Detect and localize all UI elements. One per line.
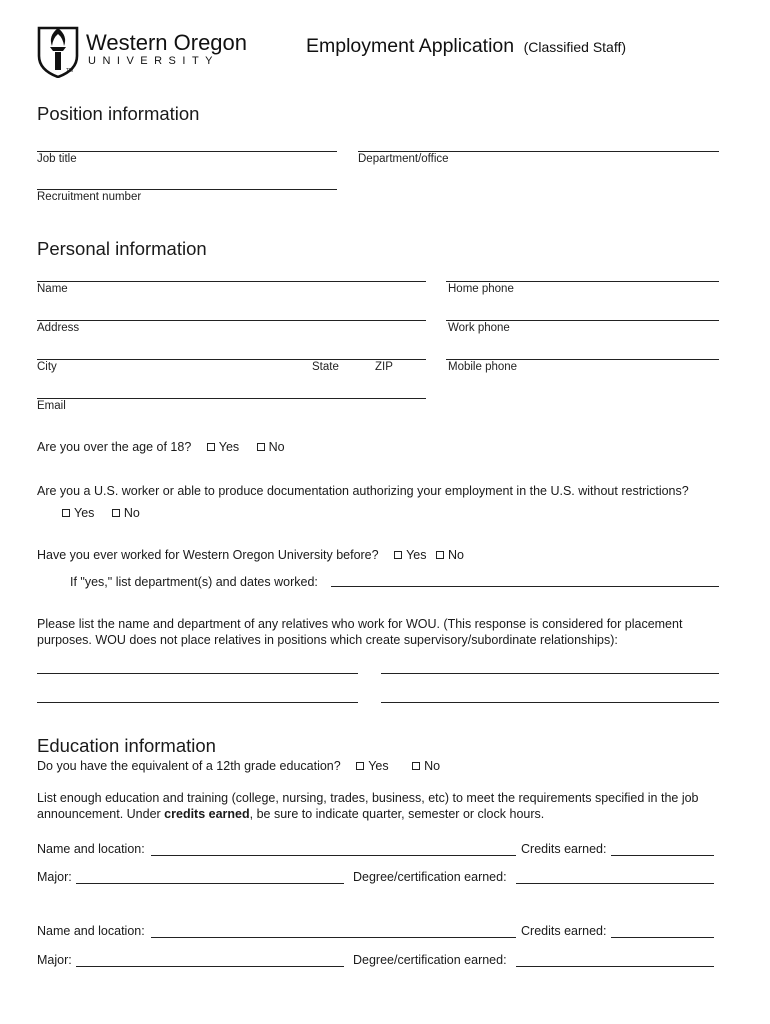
credits-earned-field-1[interactable]	[611, 855, 714, 856]
name-location-label-2: Name and location:	[37, 924, 145, 938]
us-worker-no-label: No	[123, 506, 140, 520]
work-phone-label: Work phone	[448, 322, 510, 334]
home-phone-field[interactable]	[446, 281, 719, 282]
age-no-option[interactable]	[257, 440, 285, 454]
email-field[interactable]	[37, 398, 426, 399]
state-label: State	[312, 361, 339, 373]
position-heading: Position information	[37, 103, 200, 124]
grade-12-no-option[interactable]	[412, 759, 440, 773]
credits-earned-label-2: Credits earned:	[521, 924, 607, 938]
if-yes-label: If "yes," list department(s) and dates worked:	[70, 575, 318, 589]
job-title-label: Job title	[37, 153, 77, 165]
mobile-phone-field[interactable]	[446, 359, 719, 360]
degree-label-1: Degree/certification earned:	[353, 870, 507, 884]
home-phone-label: Home phone	[448, 283, 514, 295]
age-no-label: No	[268, 440, 285, 454]
page-title	[306, 35, 626, 58]
credits-earned-field-2[interactable]	[611, 937, 714, 938]
city-label: City	[37, 361, 57, 373]
us-worker-no-option[interactable]	[112, 506, 140, 520]
us-worker-yes-label: Yes	[74, 506, 95, 520]
degree-label-2: Degree/certification earned:	[353, 953, 507, 967]
name-location-label-1: Name and location:	[37, 842, 145, 856]
us-worker-question: Are you a U.S. worker or able to produce documentation authorizing your employment in the U.S. without restrictions?	[37, 484, 689, 498]
age-yes-option[interactable]	[207, 440, 239, 454]
grade-12-question	[37, 759, 454, 773]
worked-before-no-label: No	[447, 548, 464, 562]
instructions-pre: List enough education and training (college, nursing, trades, business, etc) to meet the requirements specified in the job announcement. Under	[37, 791, 699, 821]
name-label: Name	[37, 283, 68, 295]
age-question-text: Are you over the age of 18?	[37, 440, 192, 454]
worked-before-text: Have you ever worked for Western Oregon University before?	[37, 548, 379, 562]
name-location-field-1[interactable]	[151, 855, 516, 856]
age-question	[37, 440, 299, 454]
us-worker-yes-option[interactable]	[62, 506, 94, 520]
recruitment-number-field[interactable]	[37, 189, 337, 190]
grade-12-no-label: No	[424, 759, 441, 773]
relative-field-4[interactable]	[381, 702, 719, 703]
mobile-phone-label: Mobile phone	[448, 361, 518, 373]
major-field-1[interactable]	[76, 883, 344, 884]
checkbox-icon[interactable]	[356, 762, 364, 770]
personal-heading: Personal information	[37, 238, 207, 259]
instructions-post: , be sure to indicate quarter, semester or clock hours.	[249, 807, 545, 821]
work-phone-field[interactable]	[446, 320, 719, 321]
logo-subline: UNIVERSITY	[88, 55, 220, 67]
logo-trademark: TM	[66, 68, 74, 74]
worked-before-no-option[interactable]	[436, 548, 464, 562]
worked-before-yes-option[interactable]	[394, 548, 426, 562]
logo-wordmark: Western Oregon	[86, 30, 248, 55]
recruitment-number-label: Recruitment number	[37, 191, 142, 203]
city-state-zip-field[interactable]	[37, 359, 426, 360]
major-field-2[interactable]	[76, 966, 344, 967]
checkbox-icon[interactable]	[436, 551, 444, 559]
department-field[interactable]	[358, 151, 719, 152]
checkbox-icon[interactable]	[207, 443, 215, 451]
age-yes-label: Yes	[218, 440, 240, 454]
address-field[interactable]	[37, 320, 426, 321]
instructions-bold: credits earned	[164, 807, 250, 821]
degree-field-1[interactable]	[516, 883, 714, 884]
education-heading: Education information	[37, 735, 216, 756]
relative-field-3[interactable]	[37, 702, 358, 703]
relatives-question: Please list the name and department of any relatives who work for WOU. (This response is considered for placement purposes. WOU does not place relatives in positions which create supervisory/subordinate relationships):	[37, 617, 683, 647]
zip-label: ZIP	[375, 361, 393, 373]
major-label-2: Major:	[37, 953, 72, 967]
relative-field-1[interactable]	[37, 673, 358, 674]
education-instructions	[37, 790, 727, 822]
title-text: Employment Application	[306, 35, 515, 57]
departments-dates-field[interactable]	[331, 586, 719, 587]
job-title-field[interactable]	[37, 151, 337, 152]
degree-field-2[interactable]	[516, 966, 714, 967]
subtitle-text: (Classified Staff)	[523, 39, 627, 55]
worked-before-yes-label: Yes	[406, 548, 427, 562]
torch-shield-icon	[36, 22, 80, 78]
credits-earned-label-1: Credits earned:	[521, 842, 607, 856]
checkbox-icon[interactable]	[394, 551, 402, 559]
name-location-field-2[interactable]	[151, 937, 516, 938]
grade-12-yes-option[interactable]	[356, 759, 388, 773]
checkbox-icon[interactable]	[112, 509, 120, 517]
grade-12-yes-label: Yes	[368, 759, 389, 773]
department-label: Department/office	[358, 153, 449, 165]
address-label: Address	[37, 322, 80, 334]
university-logo	[36, 22, 246, 78]
relative-field-2[interactable]	[381, 673, 719, 674]
worked-before-question	[37, 548, 478, 562]
checkbox-icon[interactable]	[257, 443, 265, 451]
checkbox-icon[interactable]	[62, 509, 70, 517]
name-field[interactable]	[37, 281, 426, 282]
checkbox-icon[interactable]	[412, 762, 420, 770]
email-label: Email	[37, 400, 66, 412]
major-label-1: Major:	[37, 870, 72, 884]
us-worker-options	[62, 506, 154, 520]
grade-12-text: Do you have the equivalent of a 12th grade education?	[37, 759, 341, 773]
